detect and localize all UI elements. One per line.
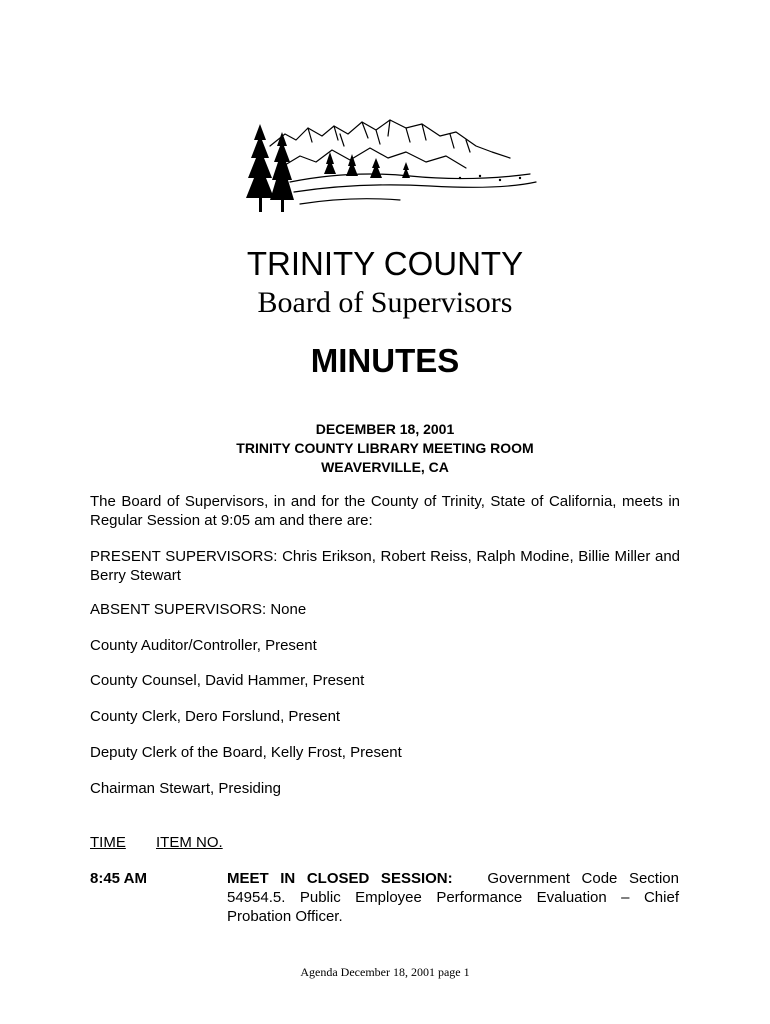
absent-supervisors: ABSENT SUPERVISORS: None <box>90 601 307 618</box>
chairman-line: Chairman Stewart, Presiding <box>90 780 281 797</box>
present-supervisors: PRESENT SUPERVISORS: Chris Erikson, Robert Reiss, Ralph Modine, Billie Miller and Berry Stewart <box>90 548 680 584</box>
agenda-time: 8:45 AM <box>90 870 147 887</box>
board-title: Board of Supervisors <box>257 286 513 319</box>
meeting-date: DECEMBER 18, 2001 <box>315 421 455 437</box>
mountain-trees-landscape-logo-icon <box>230 112 540 220</box>
agenda-item-heading: MEET IN CLOSED SESSION: <box>227 870 453 887</box>
auditor-line: County Auditor/Controller, Present <box>90 637 317 654</box>
deputy-clerk-line: Deputy Clerk of the Board, Kelly Frost, Present <box>90 744 402 761</box>
document-title: MINUTES <box>310 342 460 379</box>
time-column-header: TIME <box>90 834 126 851</box>
item-column-header: ITEM NO. <box>156 834 223 851</box>
page-footer: Agenda December 18, 2001 page 1 <box>300 965 470 979</box>
agenda-item-text: Government Code Section 54954.5. Public Employee Performance Evaluation – Chief Probation Officer. <box>227 870 679 925</box>
counsel-line: County Counsel, David Hammer, Present <box>90 672 365 689</box>
agenda-item <box>227 869 679 926</box>
county-title: TRINITY COUNTY <box>246 245 524 282</box>
clerk-line: County Clerk, Dero Forslund, Present <box>90 708 341 725</box>
intro-paragraph: The Board of Supervisors, in and for the County of Trinity, State of California, meets in Regular Session at 9:05 am and there are: <box>90 493 680 529</box>
meeting-location: TRINITY COUNTY LIBRARY MEETING ROOM <box>236 440 534 456</box>
meeting-city: WEAVERVILLE, CA <box>321 459 449 475</box>
